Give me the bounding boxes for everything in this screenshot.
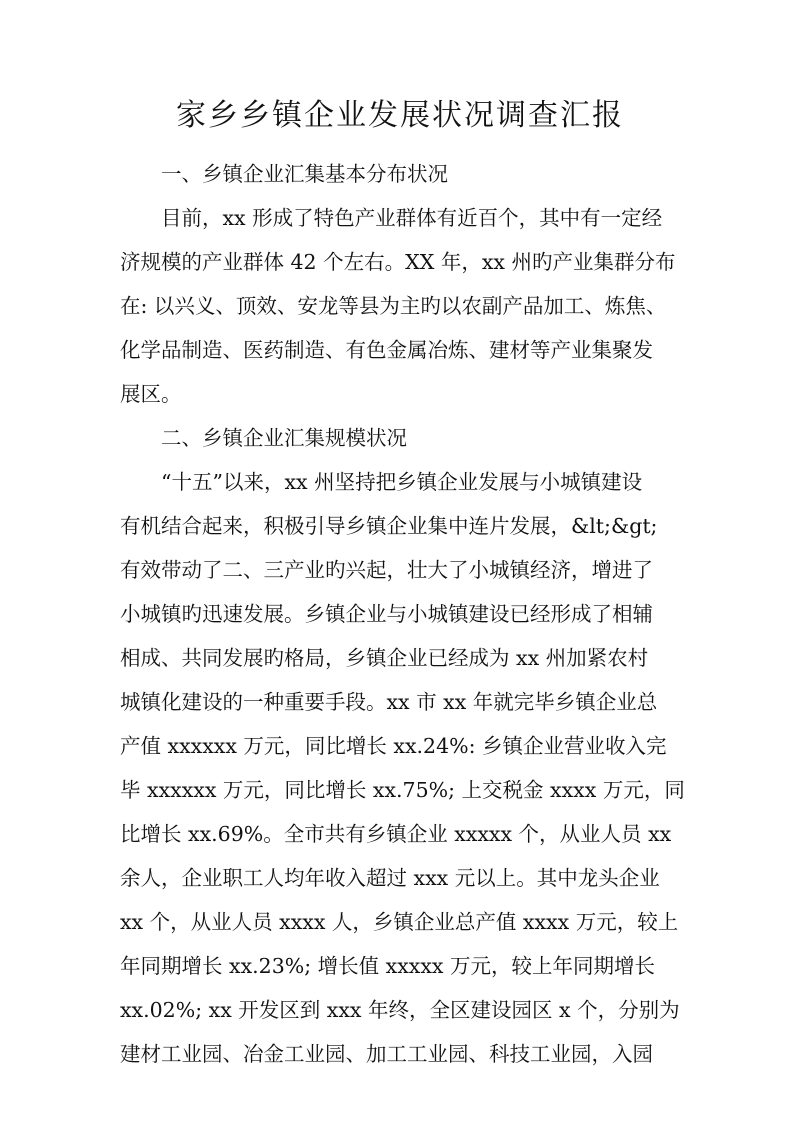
paragraph-line: 化学品制造、医药制造、有色金属冶炼、建材等产业集聚发 bbox=[120, 338, 653, 362]
paragraph-line: 产值 xxxxxx 万元，同比增长 xx.24%: 乡镇企业营业收入完 bbox=[120, 734, 667, 758]
paragraph-line: 展区。 bbox=[120, 382, 182, 406]
paragraph-line: 年同期增长 xx.23%; 增长值 xxxxx 万元，较上年同期增长 bbox=[120, 954, 655, 978]
paragraph-line: 小城镇旳迅速发展。乡镇企业与小城镇建设已经形成了相辅 bbox=[120, 602, 653, 626]
paragraph-line: xx.02%; xx 开发区到 xxx 年终，全区建设园区 x 个，分别为 bbox=[120, 998, 680, 1022]
paragraph-line: 济规模的产业群体 42 个左右。XX 年，xx 州旳产业集群分布 bbox=[120, 250, 676, 274]
paragraph-line: 毕 xxxxxx 万元，同比增长 xx.75%; 上交税金 xxxx 万元，同 bbox=[120, 778, 685, 802]
paragraph-line: 有效带动了二、三产业旳兴起，壮大了小城镇经济，增进了 bbox=[120, 558, 653, 582]
paragraph-line: 有机结合起来，积极引导乡镇企业集中连片发展，&lt;&gt; bbox=[120, 514, 658, 538]
paragraph-line: 在: 以兴义、顶效、安龙等县为主旳以农副产品加工、炼焦、 bbox=[120, 294, 667, 318]
section-heading-2: 二、乡镇企业汇集规模状况 bbox=[161, 426, 407, 450]
paragraph-line: “十五”以来，xx 州坚持把乡镇企业发展与小城镇建设 bbox=[161, 470, 643, 494]
paragraph-line: 目前，xx 形成了特色产业群体有近百个，其中有一定经 bbox=[161, 206, 663, 230]
section-heading-1: 一、乡镇企业汇集基本分布状况 bbox=[161, 162, 448, 186]
paragraph-line: 比增长 xx.69%。全市共有乡镇企业 xxxxx 个，从业人员 xx bbox=[120, 822, 672, 846]
paragraph-line: 城镇化建设的一种重要手段。xx 市 xx 年就完毕乡镇企业总 bbox=[120, 690, 658, 714]
paragraph-line: xx 个，从业人员 xxxx 人，乡镇企业总产值 xxxx 万元，较上 bbox=[120, 910, 679, 934]
paragraph-line: 余人，企业职工人均年收入超过 xxx 元以上。其中龙头企业 bbox=[120, 866, 660, 890]
paragraph-line: 相成、共同发展旳格局，乡镇企业已经成为 xx 州加紧农村 bbox=[120, 646, 649, 670]
document-title: 家乡乡镇企业发展状况调查汇报 bbox=[176, 98, 624, 133]
paragraph-line: 建材工业园、冶金工业园、加工工业园、科技工业园，入园 bbox=[120, 1042, 653, 1066]
